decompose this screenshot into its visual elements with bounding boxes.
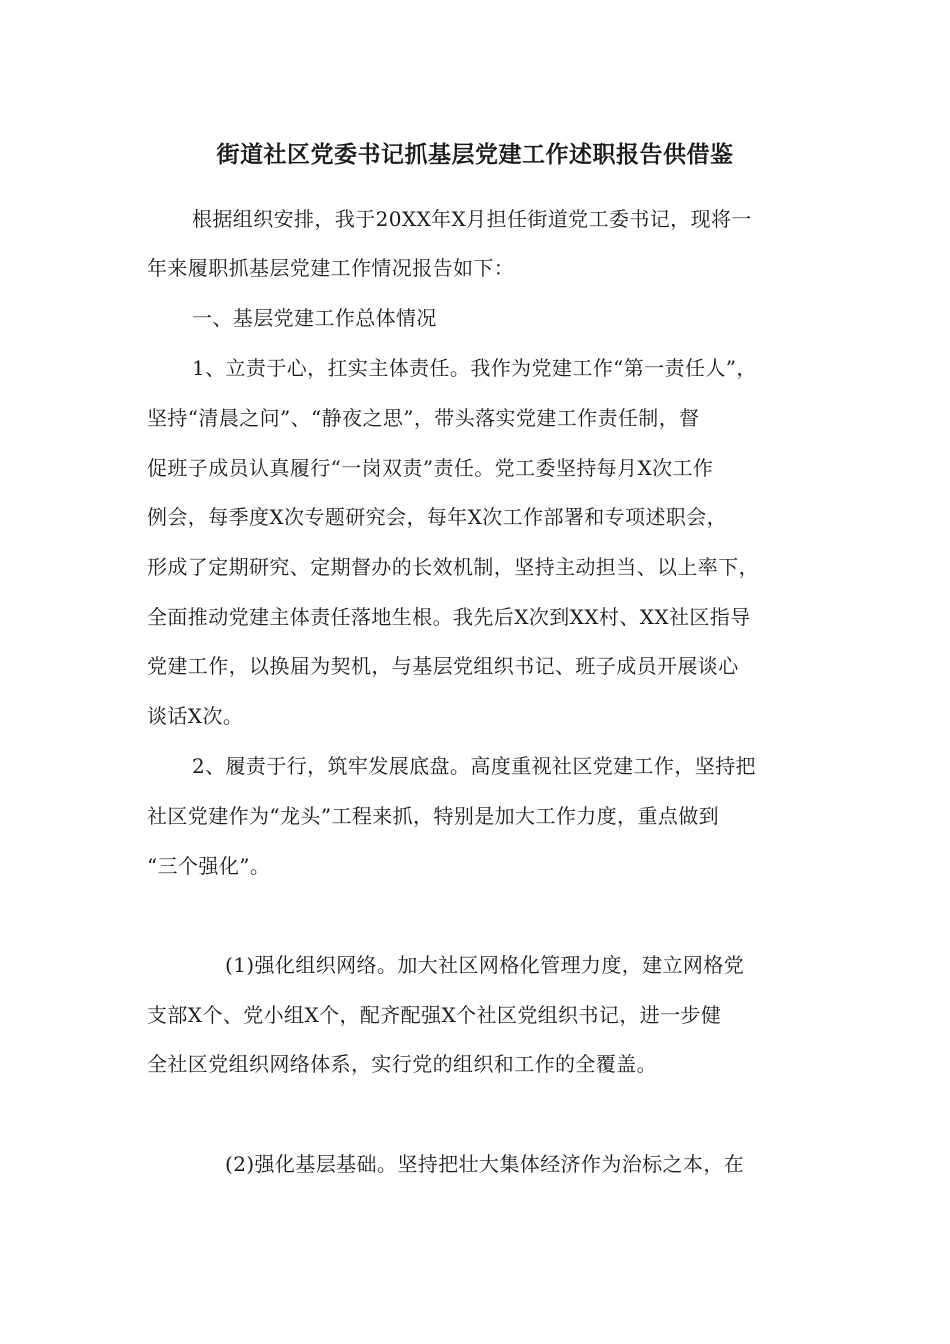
paragraph-line: “三个强化”。 [147,854,271,878]
section-heading: 一、基层党建工作总体情况 [192,306,437,330]
paragraph-line: 2、履责于行，筑牢发展底盘。高度重视社区党建工作，坚持把 [192,754,756,778]
paragraph-line: 全面推动党建主体责任落地生根。我先后X次到XX村、XX社区指导 [147,605,751,629]
paragraph-line: 根据组织安排，我于20XX年X月担任街道党工委书记，现将一 [192,207,752,231]
paragraph-line: 1、立责于心，扛实主体责任。我作为党建工作“第一责任人”， [192,356,757,380]
paragraph-line: 年来履职抓基层党建工作情况报告如下： [147,256,515,280]
paragraph-line: 坚持“清晨之问”、“静夜之思”，带头落实党建工作责任制，督 [147,406,700,430]
paragraph-line: 党建工作，以换届为契机，与基层党组织书记、班子成员开展谈心 [147,654,739,678]
paragraph-line: 例会，每季度X次专题研究会，每年X次工作部署和专项述职会， [147,505,728,529]
paragraph-line: 形成了定期研究、定期督办的长效机制，坚持主动担当、以上率下， [147,555,759,579]
paragraph-line: 全社区党组织网络体系，实行党的组织和工作的全覆盖。 [147,1052,657,1076]
paragraph-line: (1)强化组织网络。加大社区网格化管理力度，建立网格党 [225,953,745,977]
document-title: 街道社区党委书记抓基层党建工作述职报告供借鉴 [216,141,734,168]
paragraph-line: 社区党建作为“龙头”工程来抓，特别是加大工作力度，重点做到 [147,804,720,828]
paragraph-line: 支部X个、党小组X个，配齐配强X个社区党组织书记，进一步健 [147,1003,722,1027]
paragraph-line: 谈话X次。 [147,704,244,728]
paragraph-line: 促班子成员认真履行“一岗双责”责任。党工委坚持每月X次工作 [147,456,714,480]
paragraph-line: (2)强化基层基础。坚持把壮大集体经济作为治标之本，在 [225,1152,745,1176]
